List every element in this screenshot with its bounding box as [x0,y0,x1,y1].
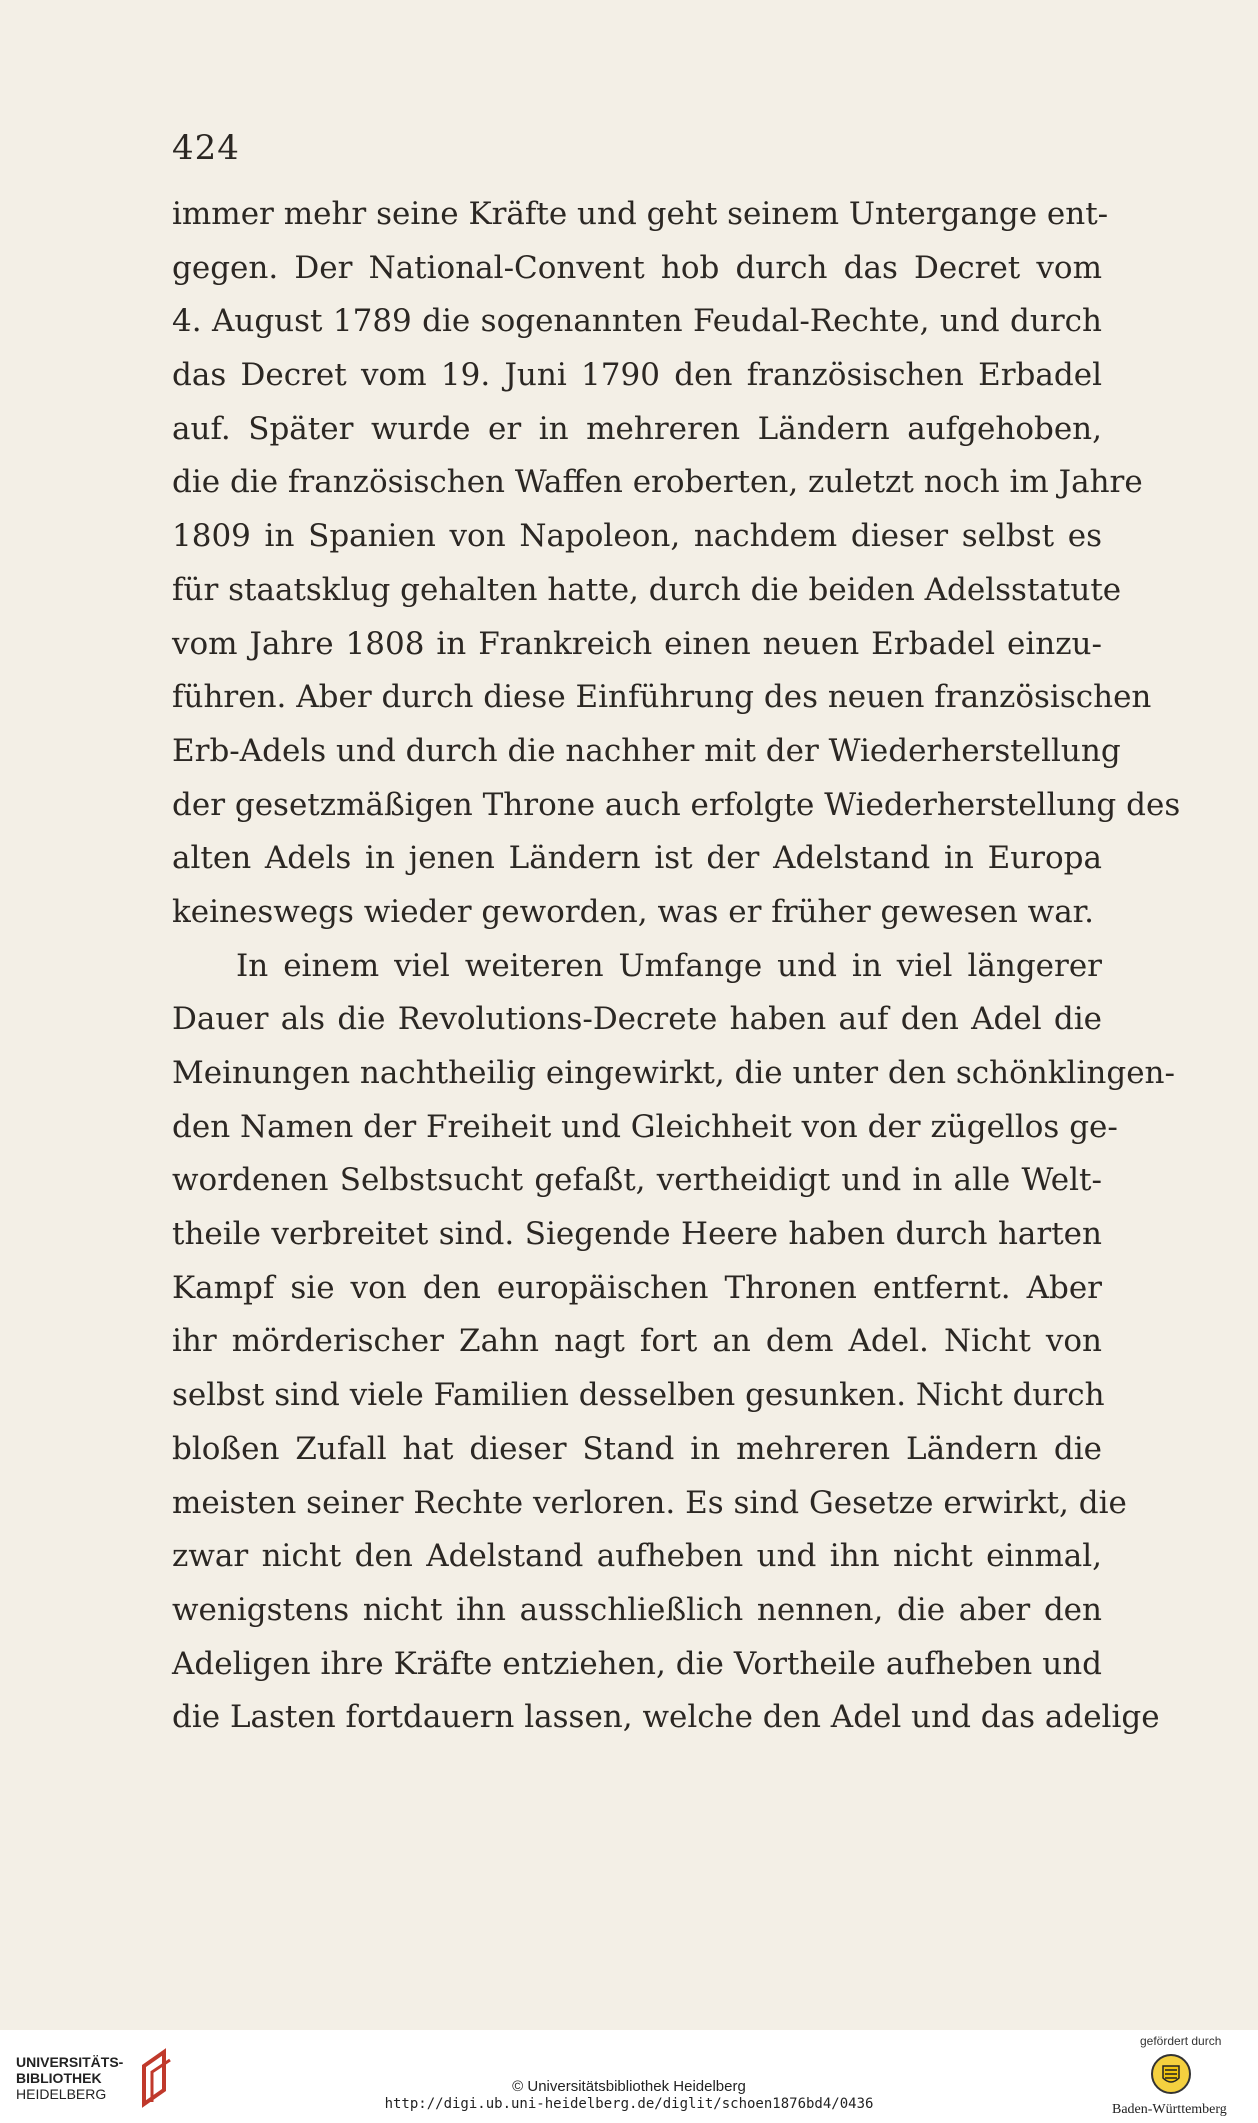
text-line-22: ihr mörderischer Zahn nagt fort an dem Adel. Nicht von [172,1323,1102,1360]
text-line-2: gegen. Der National-Convent hob durch das Decret vom [172,249,1102,286]
state-label: Baden-Württemberg [1112,2102,1227,2117]
state-crest-icon [1150,2052,1192,2096]
text-line-7: 1809 in Spanien von Napoleon, nachdem dieser selbst es [172,518,1102,555]
library-name-line-1: UNIVERSITÄTS- [16,2054,124,2070]
text-line-20: theile verbreitet sind. Siegende Heere haben durch harten [172,1216,1102,1253]
text-line-10: führen. Aber durch diese Einführung des neuen französischen [172,679,1152,716]
text-line-17: Meinungen nachtheilig eingewirkt, die unter den schönklingen- [172,1055,1175,1091]
text-line-15: In einem viel weiteren Umfange und in viel längerer [236,947,1102,984]
copyright-notice: © Universitätsbibliothek Heidelberg [512,2078,746,2095]
text-line-29: die Lasten fortdauern lassen, welche den Adel und das adelige [172,1699,1160,1736]
text-line-6: die die französischen Waffen eroberten, zuletzt noch im Jahre [172,464,1143,501]
body-text [172,188,1181,1745]
text-line-23: selbst sind viele Familien desselben gesunken. Nicht durch [172,1377,1105,1414]
text-line-21: Kampf sie von den europäischen Thronen entfernt. Aber [172,1269,1102,1306]
text-line-9: vom Jahre 1808 in Frankreich einen neuen Erbadel einzu- [172,625,1102,662]
text-line-4: das Decret vom 19. Juni 1790 den französischen Erbadel [172,357,1102,394]
text-line-3: 4. August 1789 die sogenannten Feudal-Rechte, und durch [172,303,1102,340]
text-line-28: Adeligen ihre Kräfte entziehen, die Vortheile aufheben und [172,1645,1102,1682]
library-name-line-2: BIBLIOTHEK [16,2070,102,2086]
text-line-5: auf. Später wurde er in mehreren Ländern aufgehoben, [172,410,1102,447]
text-line-12: der gesetzmäßigen Throne auch erfolgte Wiederherstellung des [172,786,1181,823]
funded-by-label: gefördert durch [1140,2034,1222,2048]
text-line-14: keineswegs wieder geworden, was er früher gewesen war. [172,893,1094,930]
page-number: 424 [172,128,240,168]
text-line-25: meisten seiner Rechte verloren. Es sind Gesetze erwirkt, die [172,1484,1127,1521]
text-line-13: alten Adels in jenen Ländern ist der Adelstand in Europa [172,840,1102,877]
text-line-26: zwar nicht den Adelstand aufheben und ihn nicht einmal, [172,1538,1102,1575]
text-line-27: wenigstens nicht ihn ausschließlich nennen, die aber den [172,1591,1102,1628]
footer-bar [0,2030,1258,2123]
text-line-11: Erb-Adels und durch die nachher mit der Wiederherstellung [172,732,1121,769]
text-line-8: für staatsklug gehalten hatte, durch die beiden Adelsstatute [172,571,1122,608]
library-name-line-3: HEIDELBERG [16,2086,107,2102]
text-line-1: immer mehr seine Kräfte und geht seinem Untergange ent- [172,196,1109,232]
text-line-18: den Namen der Freiheit und Gleichheit von der zügellos ge- [172,1108,1118,1145]
permalink-url[interactable]: http://digi.ub.uni-heidelberg.de/diglit/schoen1876bd4/0436 [384,2096,874,2112]
text-line-24: bloßen Zufall hat dieser Stand in mehreren Ländern die [172,1430,1102,1467]
text-line-19: wordenen Selbstsucht gefaßt, vertheidigt und in alle Welt- [172,1162,1102,1199]
text-line-16: Dauer als die Revolutions-Decrete haben auf den Adel die [172,1001,1102,1038]
